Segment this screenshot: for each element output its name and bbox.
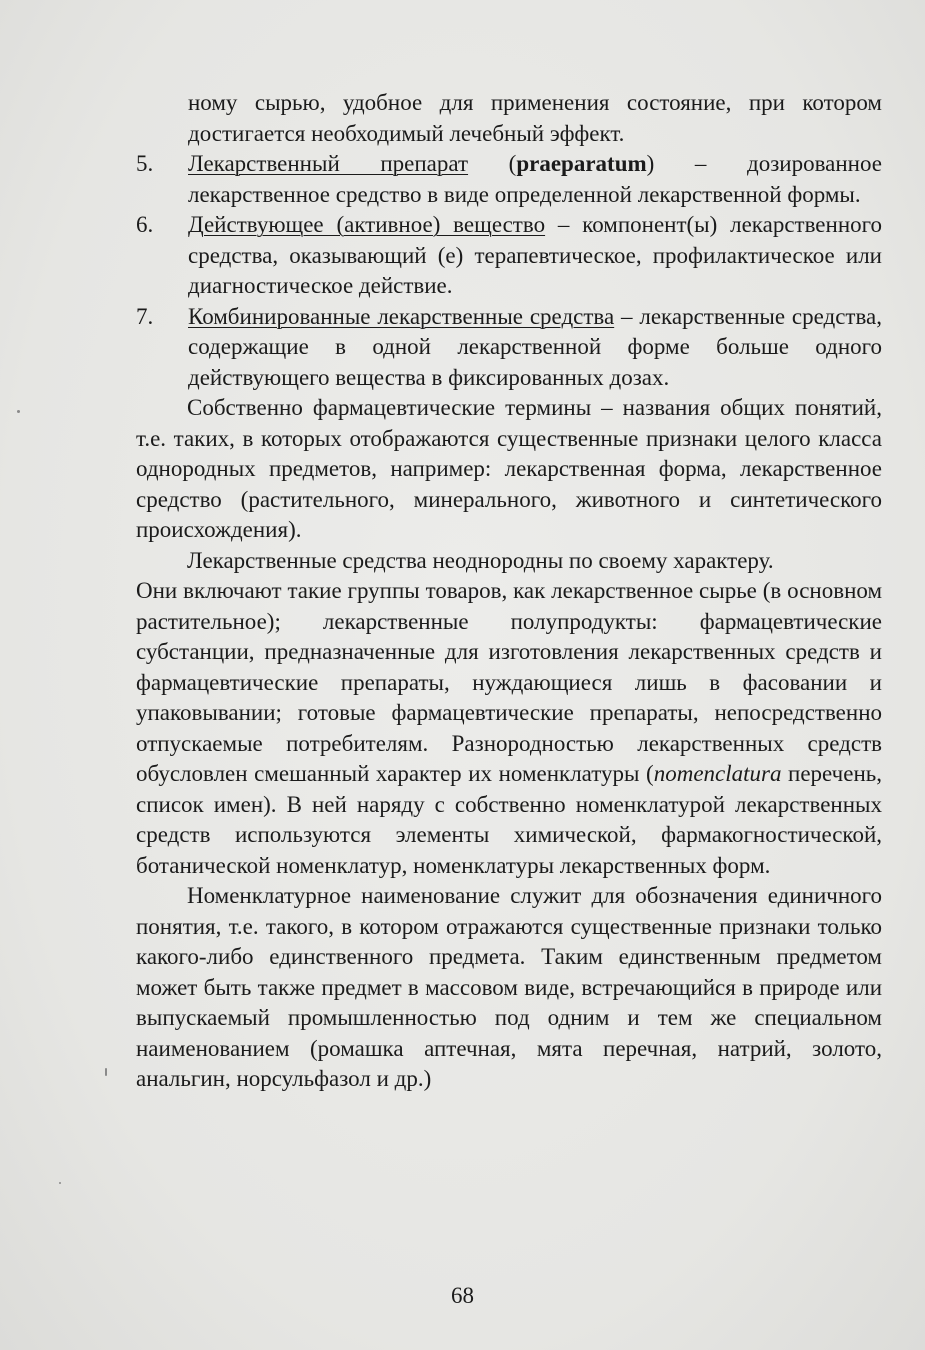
speck-mark	[59, 1182, 61, 1184]
page-number: 68	[451, 1283, 474, 1308]
list-number: 5.	[136, 151, 154, 176]
list-item-6	[136, 210, 882, 302]
list-number: 6.	[136, 212, 154, 237]
intro-paragraph: ному сырью, удобное для применения состояние, при котором достигается необходимый лечебный эффект.	[188, 90, 882, 146]
list-item-5	[136, 149, 882, 210]
punctuation: (	[468, 151, 517, 176]
latin-term-italic: nomenclatura	[653, 761, 782, 786]
list-body	[188, 302, 882, 394]
term-underlined: Действующее (активное) вещество	[188, 212, 546, 237]
definition: – компонент(ы) лекарственного средства, оказывающий (е) терапевтическое, профилактическое или диагностическое действие.	[188, 212, 882, 298]
paragraph-first-line: Лекарственные средства неоднородны по своему характеру.	[187, 547, 774, 573]
speck-mark	[105, 1068, 107, 1076]
list-number: 7.	[136, 303, 154, 329]
paragraph-nomenclature-name: Номенклатурное наименование служит для обозначения единичного понятия, т.е. такого, в котором отражаются существенные признаки только какого-либо единственного предмета. Таким единственным предметом может быть также предмет в массовом виде, встречающийся в природе или выпускаемый промышленностью под одним и тем же специальном наименованием (ромашка аптечная, мята перечная, натрий, золото, анальгин, норсульфазол и др.)	[136, 883, 882, 1091]
latin-term-bold: praeparatum	[516, 151, 647, 176]
page-text	[136, 88, 882, 1095]
paragraph-pharmaceutical-terms: Собственно фармацевтические термины – названия общих понятий, т.е. таких, в которых отображаются существенные признаки целого класса однородных предметов, например: лекарственная форма, лекарственное средство (растительного, минерального, животного и синтетического происхождения).	[136, 395, 882, 542]
paragraph-text: Они включают такие группы товаров, как лекарственное сырье (в основном растительное); лекарственные полупродукты: фармацевтические субстанции, предназначенные для изготовления лекарственных средств и фармацевтические препараты, нуждающиеся лишь в фасовании и упаковывании; готовые фармацевтические препараты, непосредственно отпускаемые потребителям. Разнородностью лекарственных средств обусловлен смешанный характер их номенклатуры (	[136, 578, 882, 786]
list-body	[188, 149, 882, 210]
term-underlined: Комбинированные лекарственные средства	[188, 303, 615, 329]
definition: – лекарственные средства, содержащие в одной лекарственной форме больше одного действующего вещества в фиксированных дозах.	[188, 303, 882, 390]
definition: ) – дозированное лекарственное средство в виде определенной лекарственной формы.	[188, 151, 882, 207]
term-underlined: Лекарственный препарат	[188, 151, 469, 176]
paragraph-medicines	[136, 576, 882, 881]
list-body	[188, 210, 882, 302]
paragraph-text: перечень, список имен). В ней наряду с собственно номенклатурой лекарственных средств используются элементы химической, фармакогностической, ботанической номенклатур, номенклатуры лекарственных форм.	[136, 761, 882, 878]
list-item-7	[136, 302, 882, 394]
speck-mark	[17, 410, 20, 413]
